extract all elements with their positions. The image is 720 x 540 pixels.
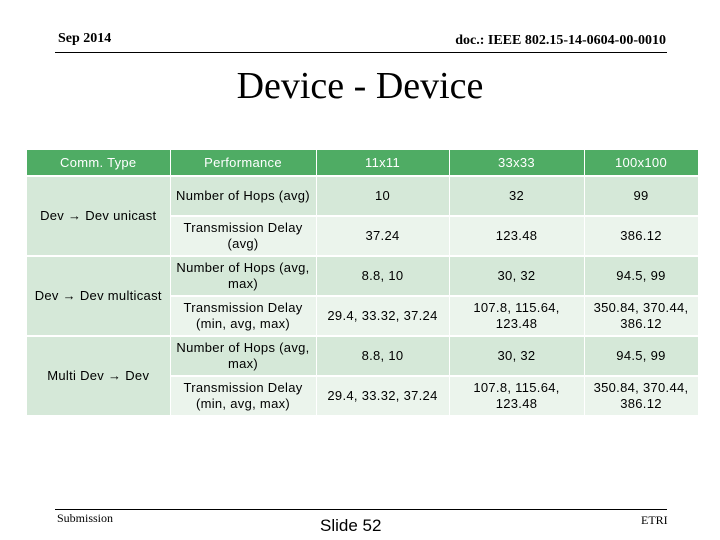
group-label-multicast: Dev → Dev multicast bbox=[27, 256, 170, 336]
table-row bbox=[27, 336, 698, 376]
metric-label: Transmission Delay (min, avg, max) bbox=[170, 376, 316, 416]
value-100x100: 350.84, 370.44, 386.12 bbox=[584, 376, 698, 416]
value-11x11: 37.24 bbox=[316, 216, 449, 256]
value-11x11: 10 bbox=[316, 176, 449, 216]
group-label-multi-dev: Multi Dev → Dev bbox=[27, 336, 170, 416]
metric-label: Number of Hops (avg) bbox=[170, 176, 316, 216]
footer-rule bbox=[55, 509, 667, 510]
value-33x33: 32 bbox=[449, 176, 584, 216]
header-rule bbox=[55, 52, 667, 53]
column-header-33x33: 33x33 bbox=[449, 150, 584, 176]
value-33x33: 107.8, 115.64, 123.48 bbox=[449, 296, 584, 336]
footer-org: ETRI bbox=[641, 513, 668, 527]
column-header-performance: Performance bbox=[170, 150, 316, 176]
metric-label: Number of Hops (avg, max) bbox=[170, 256, 316, 296]
table-row bbox=[27, 256, 698, 296]
value-100x100: 350.84, 370.44, 386.12 bbox=[584, 296, 698, 336]
column-header-100x100: 100x100 bbox=[584, 150, 698, 176]
header-doc-id: doc.: IEEE 802.15-14-0604-00-0010 bbox=[455, 33, 666, 48]
value-100x100: 99 bbox=[584, 176, 698, 216]
value-33x33: 30, 32 bbox=[449, 256, 584, 296]
slide-number: Slide 52 bbox=[320, 516, 382, 535]
metric-label: Transmission Delay (min, avg, max) bbox=[170, 296, 316, 336]
value-11x11: 29.4, 33.32, 37.24 bbox=[316, 376, 449, 416]
metric-label: Number of Hops (avg, max) bbox=[170, 336, 316, 376]
value-33x33: 123.48 bbox=[449, 216, 584, 256]
slide-title: Device - Device bbox=[236, 65, 484, 107]
value-11x11: 8.8, 10 bbox=[316, 256, 449, 296]
table-header-row bbox=[27, 150, 698, 176]
value-100x100: 94.5, 99 bbox=[584, 336, 698, 376]
table-row bbox=[27, 176, 698, 216]
value-11x11: 8.8, 10 bbox=[316, 336, 449, 376]
value-33x33: 107.8, 115.64, 123.48 bbox=[449, 376, 584, 416]
footer-submission: Submission bbox=[57, 511, 114, 525]
header-date: Sep 2014 bbox=[58, 31, 112, 46]
results-table bbox=[27, 150, 699, 417]
value-100x100: 94.5, 99 bbox=[584, 256, 698, 296]
column-header-11x11: 11x11 bbox=[316, 150, 449, 176]
value-100x100: 386.12 bbox=[584, 216, 698, 256]
column-header-comm-type: Comm. Type bbox=[27, 150, 170, 176]
value-11x11: 29.4, 33.32, 37.24 bbox=[316, 296, 449, 336]
group-label-unicast: Dev → Dev unicast bbox=[27, 176, 170, 256]
metric-label: Transmission Delay (avg) bbox=[170, 216, 316, 256]
value-33x33: 30, 32 bbox=[449, 336, 584, 376]
